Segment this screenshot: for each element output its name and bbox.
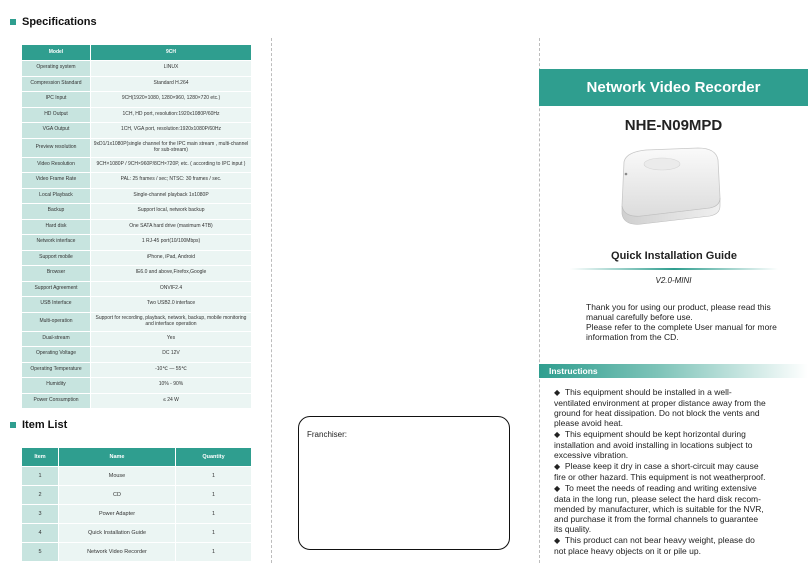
item-name-cell: Quick Installation Guide [59, 524, 176, 543]
spec-key-cell: Hard disk [22, 219, 91, 235]
spec-value-cell: iPhone, iPad, Android [91, 250, 252, 266]
spec-header-9ch: 9CH [91, 45, 252, 61]
spec-row [22, 61, 252, 77]
item-list-table [21, 447, 252, 562]
item-quantity-cell: 1 [176, 524, 252, 543]
spec-value-cell: 9CH×1080P / 9CH×960P/8CH×720P, etc. ( according to IPC input ) [91, 157, 252, 173]
spec-value-cell: IE6.0 and above,Firefox,Google [91, 266, 252, 282]
spec-row [22, 76, 252, 92]
specifications-heading [10, 16, 97, 28]
item-name-cell: Network Video Recorder [59, 543, 176, 562]
spec-header-model: Model [22, 45, 91, 61]
item-row [22, 486, 252, 505]
spec-row [22, 266, 252, 282]
item-row [22, 543, 252, 562]
spec-row [22, 297, 252, 313]
spec-row [22, 138, 252, 157]
specifications-title: Specifications [22, 16, 97, 28]
instruction-text: This product can not bear heavy weight, please do not place heavy objects on it or pile up. [554, 535, 755, 556]
item-name-cell: Mouse [59, 467, 176, 486]
spec-value-cell: -10℃ — 55℃ [91, 362, 252, 378]
spec-key-cell: Humidity [22, 378, 91, 394]
bullet-square-icon [10, 19, 16, 25]
spec-key-cell: Compression Standard [22, 76, 91, 92]
intro-text [586, 302, 796, 342]
spec-row [22, 204, 252, 220]
cover-banner [539, 69, 808, 106]
spec-key-cell: Network interface [22, 235, 91, 251]
spec-row [22, 92, 252, 108]
version-label: V2.0-MINI [655, 276, 692, 285]
item-quantity-cell: 1 [176, 467, 252, 486]
spec-key-cell: Dual-stream [22, 331, 91, 347]
instruction-item [554, 483, 766, 534]
spec-value-cell: Single-channel playback 1x1080P [91, 188, 252, 204]
diamond-bullet-icon: ◆ [554, 484, 561, 493]
instruction-text: This equipment should be kept horizontal during installation and avoid installing in locations subject to excessive vibration. [554, 429, 753, 460]
spec-row [22, 157, 252, 173]
instructions-list [554, 387, 766, 557]
spec-row [22, 250, 252, 266]
item-row [22, 524, 252, 543]
item-quantity-cell: 1 [176, 505, 252, 524]
spec-key-cell: Operating Temperature [22, 362, 91, 378]
spec-header-row [22, 45, 252, 61]
diamond-bullet-icon: ◆ [554, 462, 561, 471]
bullet-square-icon [10, 422, 16, 428]
spec-key-cell: IPC Input [22, 92, 91, 108]
spec-value-cell: 9xD1/1x1080P(single channel for the IPC main stream , multi-channel for sub-stream) [91, 138, 252, 157]
spec-row [22, 378, 252, 394]
item-header-quantity: Quantity [176, 448, 252, 467]
spec-value-cell: 1 RJ-45 port(10/100Mbps) [91, 235, 252, 251]
item-list-title: Item List [22, 419, 68, 431]
spec-key-cell: Multi-operation [22, 312, 91, 331]
spec-row [22, 331, 252, 347]
spec-value-cell: Yes [91, 331, 252, 347]
instruction-item [554, 461, 766, 482]
fold-line-left [271, 38, 272, 563]
spec-key-cell: Backup [22, 204, 91, 220]
spec-key-cell: HD Output [22, 107, 91, 123]
item-header-name: Name [59, 448, 176, 467]
item-header-row [22, 448, 252, 467]
instruction-item [554, 387, 766, 428]
spec-key-cell: Power Consumption [22, 393, 91, 409]
spec-key-cell: Video Frame Rate [22, 173, 91, 189]
spec-row [22, 219, 252, 235]
item-quantity-cell: 1 [176, 543, 252, 562]
spec-key-cell: Support mobile [22, 250, 91, 266]
instruction-text: To meet the needs of reading and writing extensive data in the long run, please select the hard disk recom-mended by manufacturer, which is suitable for the NVR, and purchase it from the formal channels to guarantee its quality. [554, 483, 764, 534]
diamond-bullet-icon: ◆ [554, 430, 561, 439]
spec-key-cell: Preview resolution [22, 138, 91, 157]
spec-key-cell: Browser [22, 266, 91, 282]
nvr-device-image [612, 140, 724, 230]
item-quantity-cell: 1 [176, 486, 252, 505]
spec-value-cell: Support for recording, playback, network, backup, mobile monitoring and interface operation [91, 312, 252, 331]
specifications-table [21, 44, 252, 409]
spec-row [22, 312, 252, 331]
spec-value-cell: 9CH(1920×1080, 1280×960, 1280×720 etc.) [91, 92, 252, 108]
spec-key-cell: Operating Voltage [22, 347, 91, 363]
spec-key-cell: VGA Output [22, 123, 91, 139]
item-list-heading [10, 419, 67, 431]
item-name-cell: Power Adapter [59, 505, 176, 524]
instructions-header [539, 364, 808, 378]
spec-value-cell: ONVIF2.4 [91, 281, 252, 297]
spec-value-cell: 10% - 90% [91, 378, 252, 394]
item-item-cell: 5 [22, 543, 59, 562]
spec-row [22, 362, 252, 378]
item-name-cell: CD [59, 486, 176, 505]
guide-title: Quick Installation Guide [611, 250, 737, 262]
intro-paragraph-1: Thank you for using our product, please read this manual carefully before use. [586, 302, 771, 322]
diamond-bullet-icon: ◆ [554, 388, 561, 397]
spec-row [22, 235, 252, 251]
instruction-text: Please keep it dry in case a short-circuit may cause fire or other hazard. This equipment is not weatherproof. [554, 461, 766, 482]
spec-value-cell: DC 12V [91, 347, 252, 363]
spec-key-cell: Support Agreement [22, 281, 91, 297]
spec-value-cell: Two USB2.0 interface [91, 297, 252, 313]
spec-value-cell: LINUX [91, 61, 252, 77]
spec-key-cell: Video Resolution [22, 157, 91, 173]
item-item-cell: 1 [22, 467, 59, 486]
item-row [22, 467, 252, 486]
spec-value-cell: One SATA hard drive (maximum 4TB) [91, 219, 252, 235]
instruction-item [554, 429, 766, 460]
spec-key-cell: USB Interface [22, 297, 91, 313]
franchiser-label: Franchiser: [307, 430, 348, 439]
spec-row [22, 393, 252, 409]
spec-row [22, 123, 252, 139]
spec-value-cell: PAL: 25 frames / sec; NTSC: 30 frames / sec. [91, 173, 252, 189]
item-row [22, 505, 252, 524]
spec-value-cell: 1CH, VGA port, resolution:1920x1080P/60Hz [91, 123, 252, 139]
spec-value-cell: Standard H.264 [91, 76, 252, 92]
intro-paragraph-2: Please refer to the complete User manual for more information from the CD. [586, 322, 777, 342]
diamond-bullet-icon: ◆ [554, 536, 561, 545]
franchiser-box [298, 416, 510, 550]
spec-row [22, 173, 252, 189]
item-item-cell: 3 [22, 505, 59, 524]
model-number: NHE-N09MPD [624, 117, 723, 134]
banner-title: Network Video Recorder [586, 79, 761, 96]
spec-key-cell: Local Playback [22, 188, 91, 204]
spec-key-cell: Operating system [22, 61, 91, 77]
guide-title-underline [570, 268, 778, 270]
spec-row [22, 188, 252, 204]
instruction-text: This equipment should be installed in a well-ventilated environment at proper distance away from the ground for heat dissipation. Do not block the vents and please avoid heat. [554, 387, 766, 428]
item-item-cell: 2 [22, 486, 59, 505]
spec-row [22, 107, 252, 123]
spec-row [22, 347, 252, 363]
instruction-item [554, 535, 766, 556]
spec-value-cell: ≤ 24 W [91, 393, 252, 409]
spec-value-cell: 1CH, HD port, resolution:1920x1080P/60Hz [91, 107, 252, 123]
spec-row [22, 281, 252, 297]
instructions-title: Instructions [549, 366, 598, 376]
spec-value-cell: Support local, network backup [91, 204, 252, 220]
item-header-item: Item [22, 448, 59, 467]
item-item-cell: 4 [22, 524, 59, 543]
